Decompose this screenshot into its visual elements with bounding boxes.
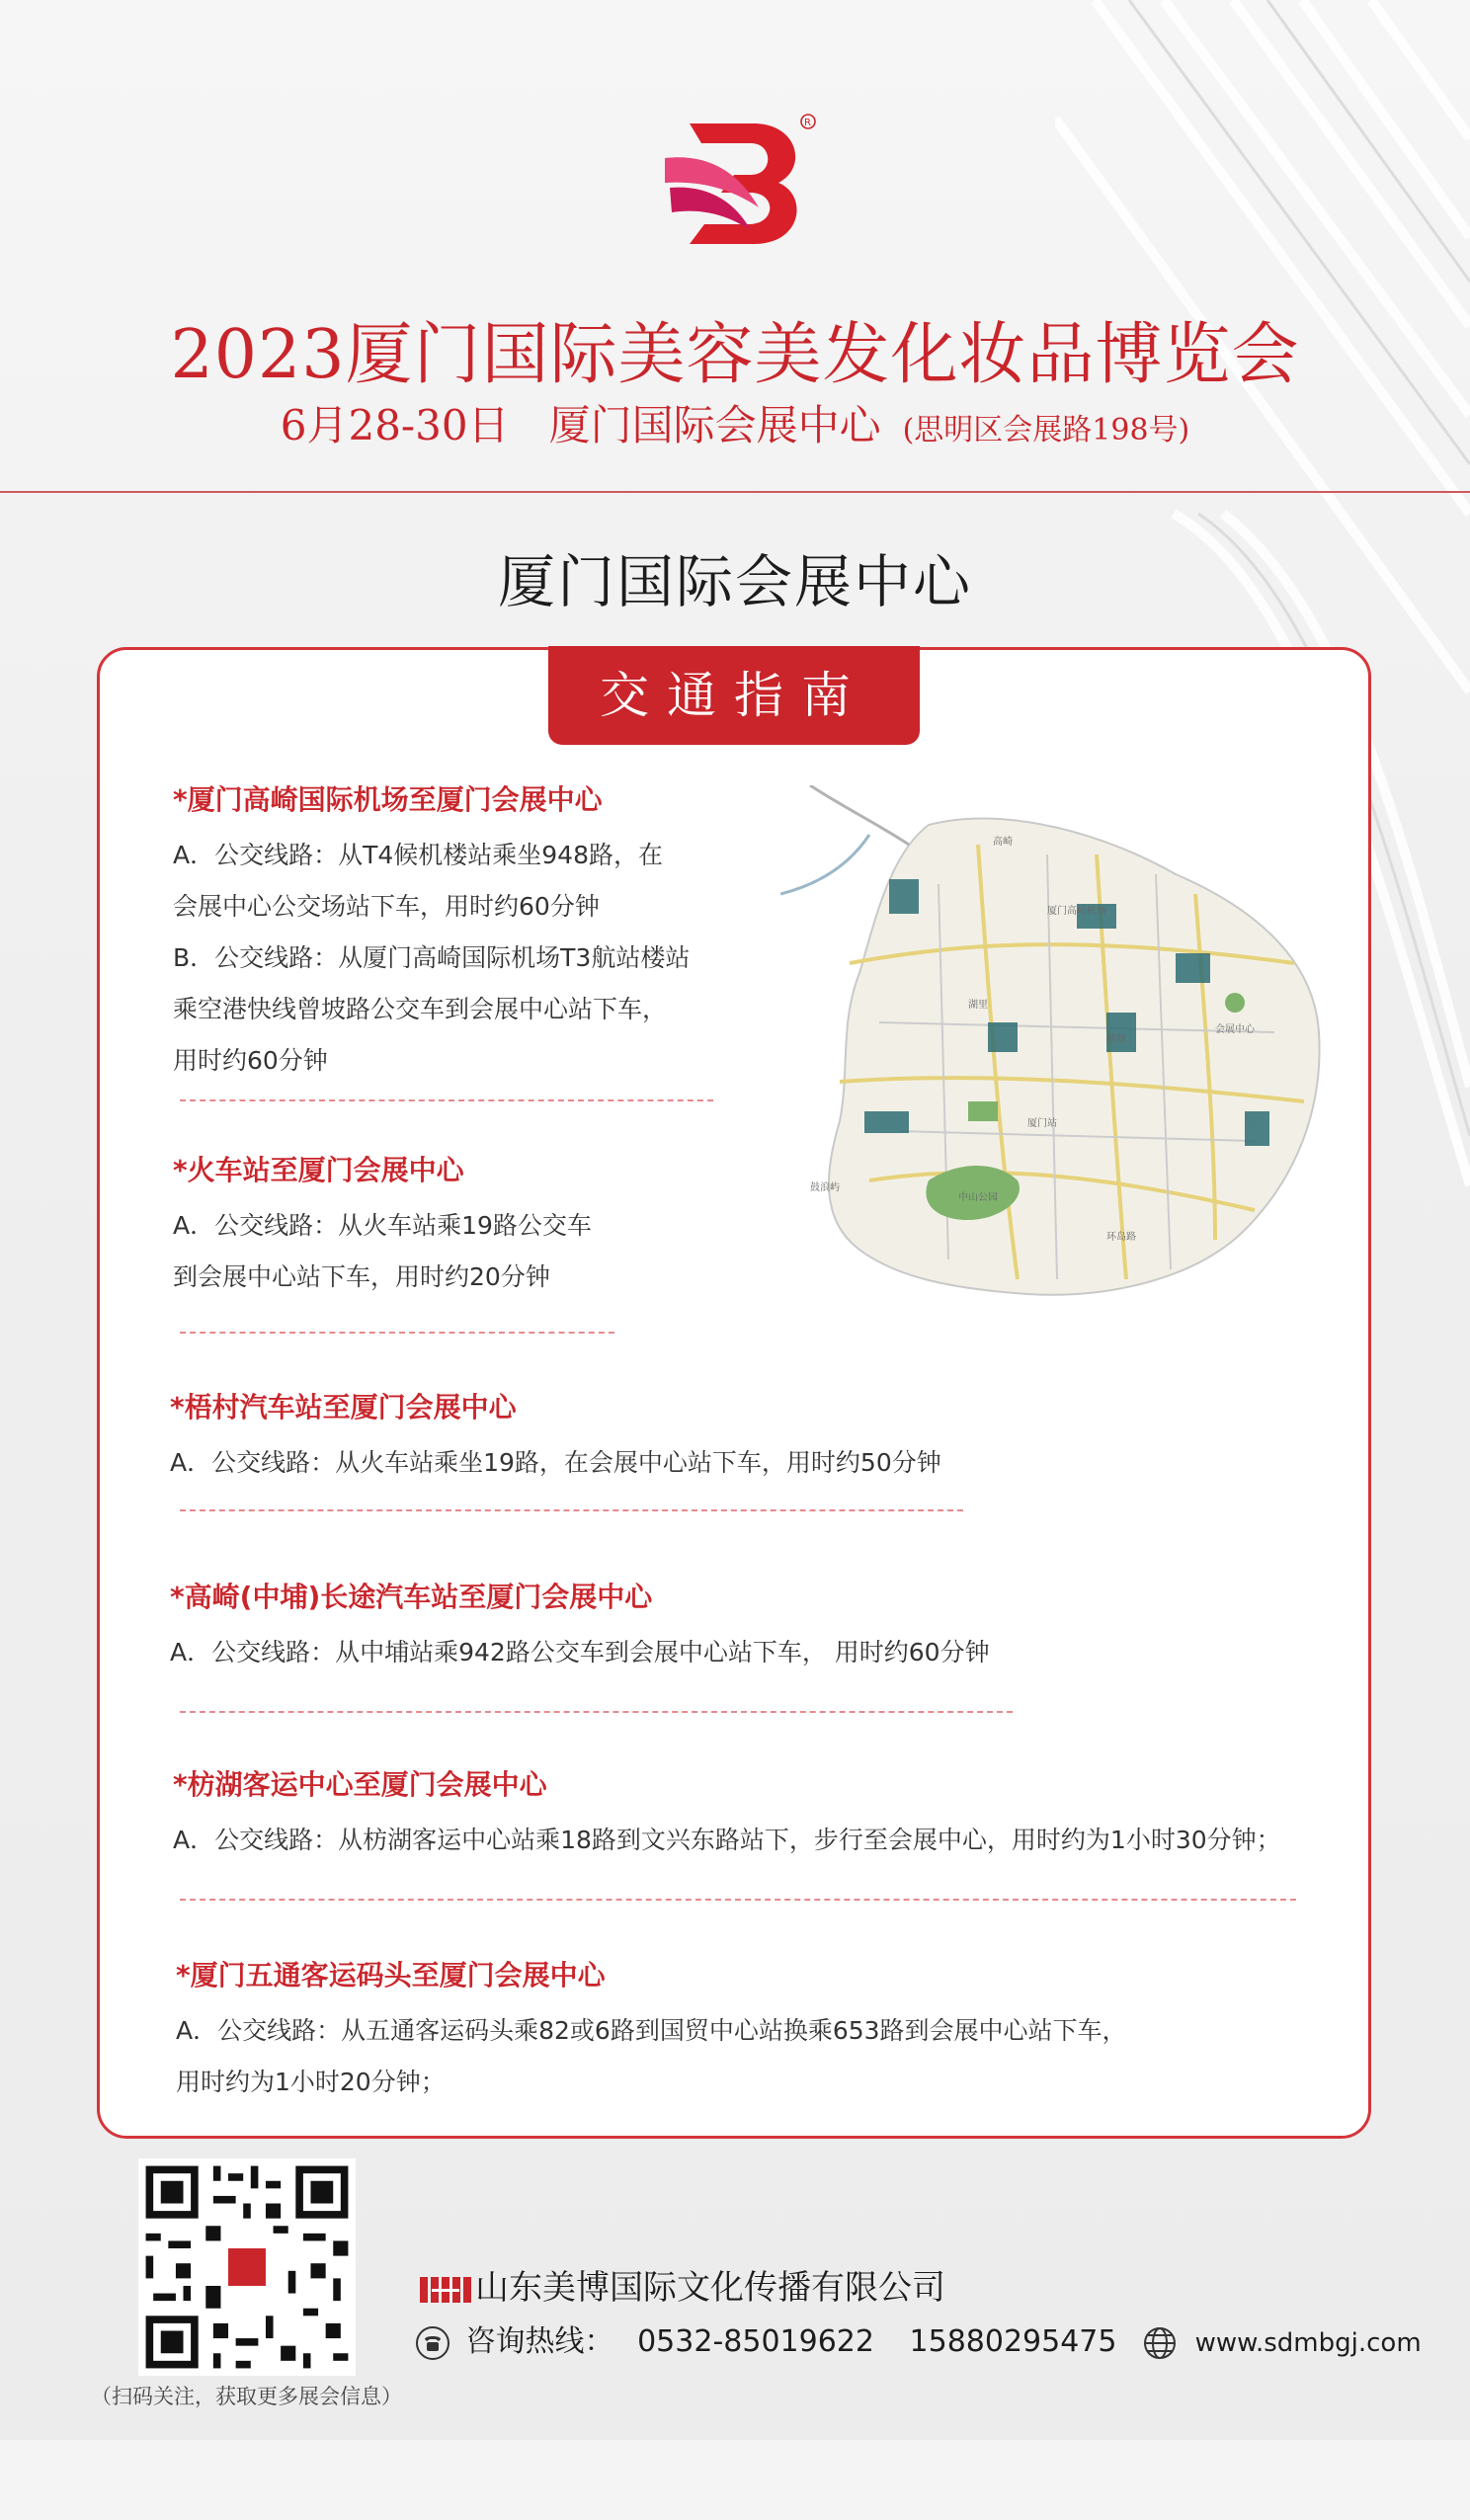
section-line: A．公交线路：从火车站乘坐19路，在会展中心站下车，用时约50分钟	[170, 1448, 941, 1477]
section-wutong	[176, 1954, 1127, 2098]
section-wucun	[170, 1386, 941, 1479]
section-title: *高崎(中埔)长途汽车站至厦门会展中心	[170, 1581, 653, 1613]
section-line: 会展中心公交场站下车，用时约60分钟	[173, 892, 600, 921]
svg-text:R: R	[804, 118, 811, 128]
section-divider	[180, 1332, 614, 1334]
page-title: 2023厦门国际美容美发化妆品博览会	[170, 316, 1300, 394]
phone-icon	[415, 2325, 450, 2361]
section-line: 用时约60分钟	[173, 1046, 328, 1075]
section-line: A．公交线路：从T4候机楼站乘坐948路，在	[173, 841, 663, 869]
svg-text:鼓浪屿: 鼓浪屿	[810, 1182, 840, 1193]
svg-text:高崎: 高崎	[993, 837, 1013, 848]
svg-text:会展中心: 会展中心	[1215, 1024, 1255, 1035]
section-line: A．公交线路：从枋湖客运中心站乘18路到文兴东路站下，步行至会展中心，用时约为1小时30分钟；	[173, 1826, 1281, 1854]
section-title: *火车站至厦门会展中心	[173, 1154, 464, 1186]
section-title: *梧村汽车站至厦门会展中心	[170, 1391, 517, 1423]
section-railway	[173, 1149, 592, 1293]
venue-heading: 厦门国际会展中心	[497, 548, 972, 615]
section-title: *枋湖客运中心至厦门会展中心	[173, 1768, 547, 1801]
company-logo-icon	[420, 2275, 475, 2305]
qr-code-icon	[138, 2158, 356, 2376]
event-address: (思明区会展路198号)	[902, 413, 1190, 447]
header-divider	[0, 491, 1470, 493]
section-divider	[180, 1711, 1013, 1713]
company-line	[420, 2260, 945, 2309]
website-link[interactable]: www.sdmbgj.com	[1194, 2328, 1422, 2358]
hotline-line	[415, 2317, 1422, 2361]
section-divider	[180, 1509, 963, 1511]
section-line: 到会展中心站下车，用时约20分钟	[173, 1262, 550, 1291]
section-divider	[180, 1099, 713, 1101]
event-date: 6月28-30日	[280, 401, 510, 449]
event-subtitle	[0, 393, 1470, 452]
section-line: 用时约为1小时20分钟；	[176, 2068, 446, 2096]
section-title: *厦门高崎国际机场至厦门会展中心	[173, 783, 603, 816]
section-line: 乘空港快线曾坡路公交车到会展中心站下车，	[173, 995, 668, 1023]
company-name: 山东美博国际文化传播有限公司	[475, 2268, 945, 2308]
phone-number-2[interactable]: 15880295475	[909, 2324, 1117, 2359]
svg-text:厦门高崎机场: 厦门高崎机场	[1047, 906, 1106, 917]
hotline-label: 咨询热线：	[465, 2324, 614, 2359]
section-line: A．公交线路：从五通客运码头乘82或6路到国贸中心站换乘653路到会展中心站下车，	[176, 2016, 1127, 2045]
section-fanghu	[173, 1763, 1281, 1856]
qr-note: （扫码关注，获取更多展会信息）	[91, 2385, 402, 2408]
section-line: A．公交线路：从中埔站乘942路公交车到会展中心站下车， 用时约60分钟	[170, 1638, 990, 1666]
event-venue: 厦门国际会展中心	[548, 401, 881, 449]
traffic-guide-tab: 交通指南	[548, 646, 920, 745]
svg-text:厦门站: 厦门站	[1027, 1118, 1057, 1129]
section-line: A．公交线路：从火车站乘19路公交车	[173, 1211, 592, 1240]
brand-logo-icon	[660, 114, 818, 252]
section-zhongpu	[170, 1576, 990, 1668]
svg-text:蔡塘: 蔡塘	[1106, 1034, 1126, 1045]
section-line: B．公交线路：从厦门高崎国际机场T3航站楼站	[173, 943, 691, 972]
section-title: *厦门五通客运码头至厦门会展中心	[176, 1959, 606, 1992]
section-airport	[173, 778, 690, 1077]
bottom-band	[0, 2440, 1470, 2520]
city-map-image	[780, 785, 1344, 1309]
svg-text:湖里: 湖里	[968, 1000, 988, 1011]
phone-number-1[interactable]: 0532-85019622	[637, 2324, 874, 2359]
globe-icon	[1142, 2325, 1178, 2361]
svg-text:环岛路: 环岛路	[1106, 1232, 1136, 1243]
svg-text:中山公园: 中山公园	[958, 1192, 998, 1203]
section-divider	[180, 1899, 1296, 1901]
